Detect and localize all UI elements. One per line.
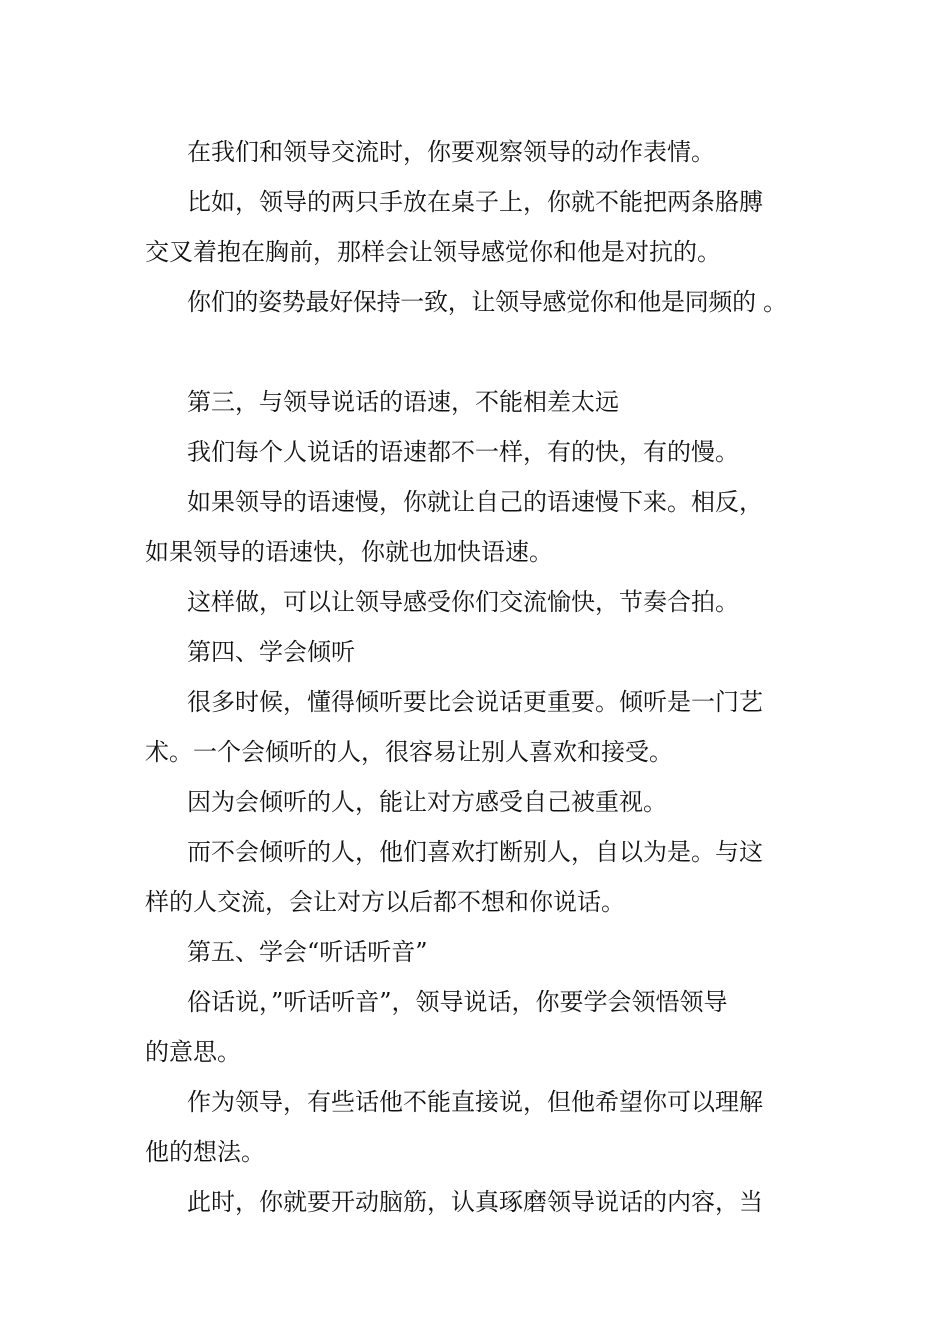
paragraph-line: 因为会倾听的人，能让对方感受自己被重视。: [187, 788, 667, 816]
paragraph-line: 如果领导的语速快，你就也加快语速。: [145, 538, 553, 566]
paragraph-line: 我们每个人说话的语速都不一样，有的快，有的慢。: [187, 438, 739, 466]
paragraph-line: 这样做，可以让领导感受你们交流愉快，节奏合拍。: [187, 588, 739, 616]
paragraph-line: 你们的姿势最好保持一致，让领导感觉你和他是同频的 。: [187, 288, 787, 316]
paragraph-line: 如果领导的语速慢，你就让自己的语速慢下来。相反，: [187, 488, 763, 516]
document-body: [145, 127, 825, 1227]
paragraph-line: 他的想法。: [145, 1138, 265, 1166]
paragraph-line: 样的人交流，会让对方以后都不想和你说话。: [145, 888, 625, 916]
paragraph-line: 俗话说，”听话听音”，领导说话，你要学会领悟领导: [187, 988, 728, 1016]
section-heading-5: 第五、学会“听话听音”: [187, 938, 428, 966]
paragraph-line: 而不会倾听的人，他们喜欢打断别人，自以为是。与这: [187, 838, 763, 866]
paragraph-line: 作为领导，有些话他不能直接说，但他希望你可以理解: [187, 1088, 763, 1116]
paragraph-line: 交叉着抱在胸前，那样会让领导感觉你和他是对抗的。: [145, 238, 721, 266]
paragraph-line: 术。一个会倾听的人，很容易让别人喜欢和接受。: [145, 738, 673, 766]
paragraph-line: 此时，你就要开动脑筋，认真琢磨领导说话的内容，当: [187, 1188, 763, 1216]
blank-line: [145, 327, 825, 377]
paragraph-line: 在我们和领导交流时，你要观察领导的动作表情。: [187, 138, 715, 166]
paragraph-line: 比如，领导的两只手放在桌子上，你就不能把两条胳膊: [187, 188, 763, 216]
paragraph-line: 的意思。: [145, 1038, 241, 1066]
section-heading-3: 第三，与领导说话的语速，不能相差太远: [187, 388, 619, 416]
section-heading-4: 第四、学会倾听: [187, 638, 355, 666]
paragraph-line: 很多时候，懂得倾听要比会说话更重要。倾听是一门艺: [187, 688, 763, 716]
